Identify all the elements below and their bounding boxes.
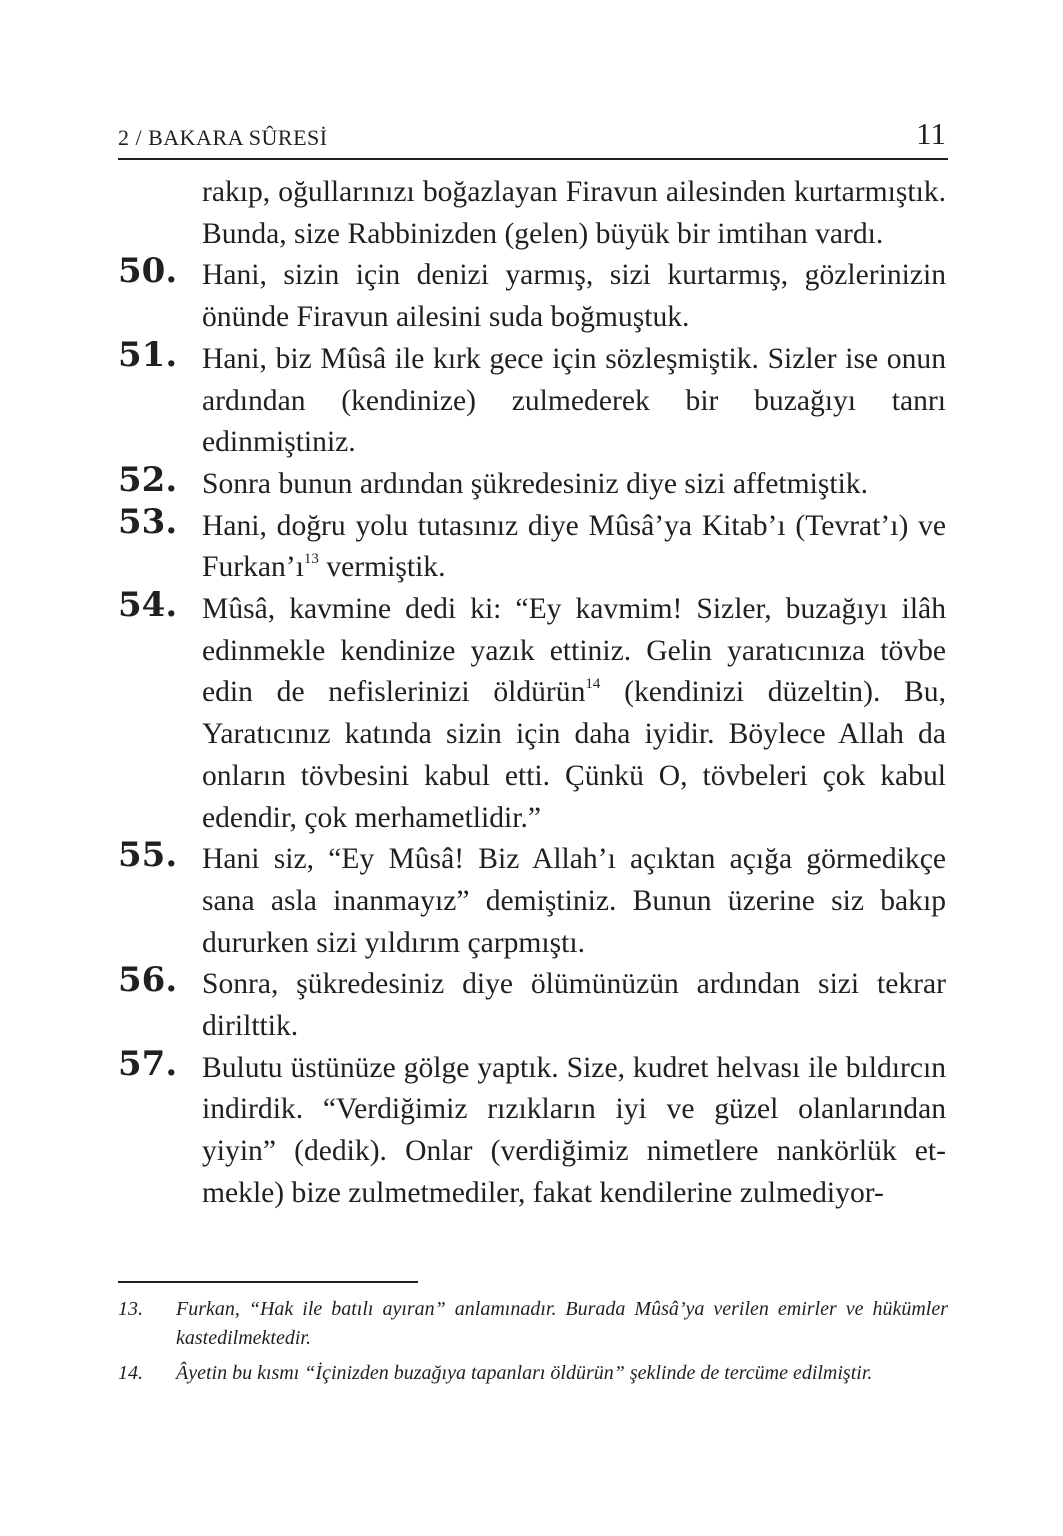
verse-text: Bulutu üstünüze gölge yaptık. Size, kudret helvası ile bıldırcın indirdik. “Verdiğimiz rızıkların iyi ve güzel olanlarından yiyin” (dedik). Onlar (verdiğimiz nimetlere nankörlük etmekle) bize zulmetmediler, fakat kendilerine zulmediyor- bbox=[202, 1051, 946, 1209]
footnote-text: Furkan, “Hak ile batılı ayıran” anlamınadır. Burada Mûsâ’ya verilen emirler ve hükümler kastedilmektedir. bbox=[176, 1298, 948, 1349]
footnote-reference-14: 14 bbox=[585, 676, 601, 693]
verse-text: Hani siz, “Ey Mûsâ! Biz Allah’ı açıktan açığa görmedikçe sana asla inanmayız” demiştiniz. Bunun üzerine siz bakıp dururken sizi yıldırım çarpmıştı. bbox=[202, 843, 946, 959]
verse-50 bbox=[118, 251, 946, 338]
verse-number: 50. bbox=[118, 251, 178, 292]
footnote-14 bbox=[118, 1359, 948, 1388]
footnote-reference-13: 13 bbox=[303, 551, 319, 568]
verse-number: 53. bbox=[118, 501, 178, 542]
footnote-text: Âyetin bu kısmı “İçinizden buzağıya tapanları öldürün” şeklinde de tercüme edilmiştir. bbox=[176, 1362, 873, 1384]
running-header bbox=[118, 112, 948, 160]
footnotes bbox=[118, 1295, 948, 1394]
verse-text-part: vermiştik. bbox=[318, 551, 446, 584]
verse-53 bbox=[118, 501, 946, 589]
verse-list bbox=[118, 172, 946, 1215]
verse-text: Hani, sizin için denizi yarmış, sizi kurtarmış, gözlerinizin önünde Firavun ailesini suda boğmuştuk. bbox=[202, 259, 946, 334]
verse-continuation bbox=[118, 172, 946, 255]
page-number: 11 bbox=[916, 116, 946, 151]
verse-text: Sonra bunun ardından şükredesiniz diye sizi affetmiştik. bbox=[202, 467, 868, 500]
verse-text: Hani, biz Mûsâ ile kırk gece için sözleşmiştik. Sizler ise onun ardından (kendinize) zulmederek bir buzağıyı tanrı edinmiştiniz. bbox=[202, 342, 946, 459]
footnote-13 bbox=[118, 1295, 948, 1353]
verse-number: 52. bbox=[118, 459, 178, 500]
verse-56 bbox=[118, 960, 946, 1047]
verse-51 bbox=[118, 334, 946, 464]
verse-number: 55. bbox=[118, 835, 178, 876]
verse-52 bbox=[118, 459, 946, 506]
verse-text-part: Mûsâ, kavmine dedi ki: “Ey kavmim! Sizler, buzağıyı ilâh edinmekle kendinize yazık ettiniz. Gelin yaratıcınıza tövbe edin de nefislerinizi öldürün bbox=[202, 593, 946, 709]
running-title: 2 / BAKARA SÛRESİ bbox=[118, 125, 328, 150]
verse-text: Sonra, şükredesiniz diye ölümünüzün ardından sizi tekrar dirilttik. bbox=[202, 968, 946, 1043]
verse-number: 56. bbox=[118, 960, 178, 1001]
verse-text-part: Hani, doğru yolu tutasınız diye Mûsâ’ya Kitab’ı (Tevrat’ı) ve Furkan’ı bbox=[202, 509, 946, 584]
verse-text-part: (kendinizi düzeltin). Bu, Yaratıcınız katında sizin için daha iyidir. Böylece Allah da onların tövbesini kabul etti. Çünkü O, tövbeleri çok kabul edendir, çok merhametlidir.” bbox=[202, 676, 946, 834]
footnote-number: 13. bbox=[118, 1298, 143, 1320]
verse-number: 51. bbox=[118, 334, 178, 375]
footnote-number: 14. bbox=[118, 1362, 143, 1384]
verse-57 bbox=[118, 1043, 946, 1215]
verse-text: rakıp, oğullarınızı boğazlayan Firavun ailesinden kurtarmıştık. Bunda, size Rabbinizden (gelen) büyük bir imtihan vardı. bbox=[202, 176, 946, 250]
verse-text bbox=[202, 506, 946, 589]
verse-55 bbox=[118, 835, 946, 964]
verse-54 bbox=[118, 585, 946, 839]
verse-text bbox=[202, 589, 946, 839]
footnote-divider bbox=[118, 1281, 418, 1283]
verse-number: 57. bbox=[118, 1043, 178, 1084]
verse-number: 54. bbox=[118, 585, 178, 626]
